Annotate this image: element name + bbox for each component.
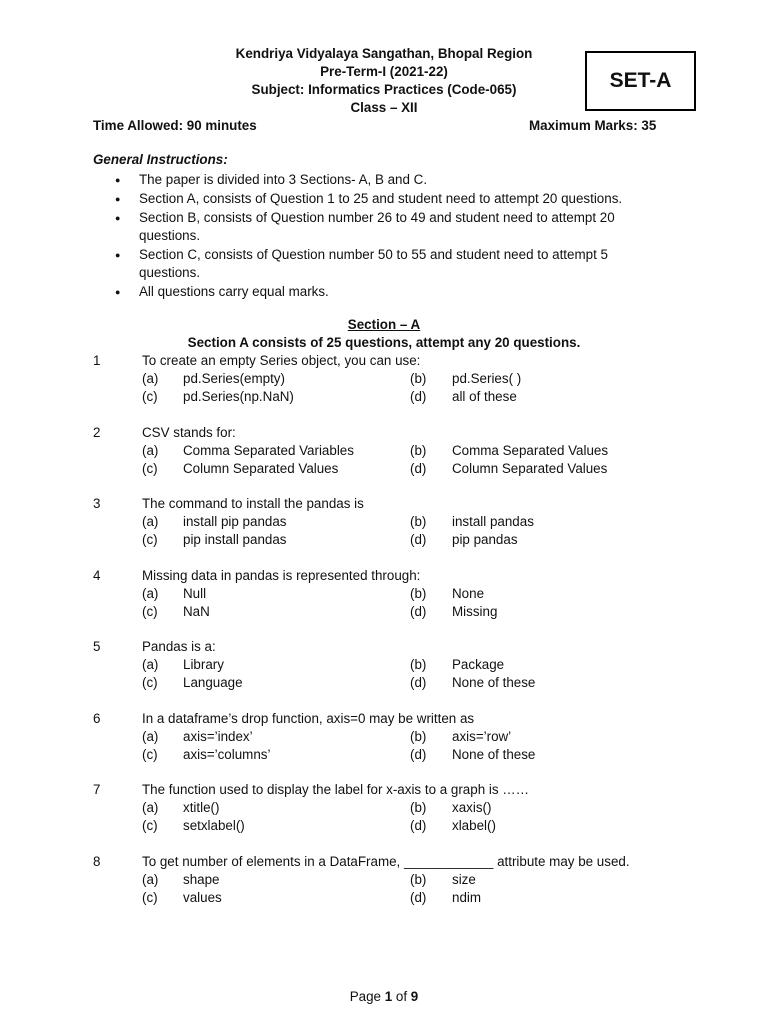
option-row [0,443,768,461]
section-subtitle: Section A consists of 25 questions, attempt any 20 questions. [187,335,581,350]
option-text: None [452,586,485,601]
option-text: xlabel() [452,818,496,833]
question-number: 8 [93,854,101,869]
question-number: 3 [93,496,101,511]
option-label: (a) [142,800,159,815]
option-text: Column Separated Values [452,461,608,476]
option-label: (c) [142,747,158,762]
question-text: To create an empty Series object, you can use: [142,353,421,368]
question-number: 2 [93,425,101,440]
option-label: (c) [142,461,158,476]
option-row [0,586,768,604]
question-text: Pandas is a: [142,639,216,654]
question-number: 7 [93,782,101,797]
option-label: (b) [410,872,427,887]
option-row [0,800,768,818]
option-label: (d) [410,890,427,905]
option-label: (b) [410,514,427,529]
option-label: (d) [410,747,427,762]
option-text: axis=’row’ [452,729,512,744]
option-label: (a) [142,729,159,744]
question-number: 1 [93,353,101,368]
option-label: (d) [410,532,427,547]
option-label: (b) [410,443,427,458]
instruction-item: ● Section A, consists of Question 1 to 25 and student need to attempt 20 questions. [112,190,672,208]
instruction-item: ● The paper is divided into 3 Sections- A, B and C. [112,171,672,189]
option-text: Package [452,657,505,672]
option-row [0,389,768,407]
option-label: (d) [410,389,427,404]
option-text: setxlabel() [183,818,245,833]
page-label: Page [349,989,385,1004]
page-of-label: of [392,989,411,1004]
option-row [0,371,768,389]
page-total: 9 [410,989,419,1004]
question-text: To get number of elements in a DataFrame, ____________ attribute may be used. [142,854,630,869]
set-label-box [585,51,696,111]
option-row [0,890,768,908]
option-text: xaxis() [452,800,492,815]
option-text: pd.Series(np.NaN) [183,389,294,404]
option-label: (b) [410,657,427,672]
set-label: SET-A [609,69,672,92]
option-label: (c) [142,675,158,690]
option-row [0,872,768,890]
option-text: Missing [452,604,498,619]
question-number: 6 [93,711,101,726]
option-label: (a) [142,872,159,887]
option-text: Comma Separated Values [452,443,609,458]
option-label: (c) [142,532,158,547]
option-label: (a) [142,586,159,601]
option-text: xtitle() [183,800,220,815]
exam-name: Pre-Term-I (2021-22) [320,64,448,79]
option-label: (a) [142,657,159,672]
option-text: shape [183,872,220,887]
option-text: pd.Series(empty) [183,371,285,386]
option-text: Column Separated Values [183,461,339,476]
section-title: Section – A [347,317,421,332]
question-text: The function used to display the label for x-axis to a graph is …… [142,782,530,797]
option-row [0,514,768,532]
class-line: Class – XII [350,100,418,115]
option-text: ndim [452,890,482,905]
instruction-item: ● Section B, consists of Question number 26 to 49 and student need to attempt 20 questions. [112,209,672,245]
option-label: (b) [410,800,427,815]
option-label: (d) [410,604,427,619]
option-label: (d) [410,818,427,833]
option-text: axis=’columns’ [183,747,271,762]
option-row [0,729,768,747]
option-text: axis=’index’ [183,729,253,744]
option-label: (b) [410,586,427,601]
option-text: size [452,872,476,887]
option-label: (b) [410,371,427,386]
instruction-item: ● All questions carry equal marks. [112,283,672,301]
option-text: install pip pandas [183,514,287,529]
option-label: (a) [142,371,159,386]
option-text: pd.Series( ) [452,371,522,386]
question-text: Missing data in pandas is represented through: [142,568,421,583]
question-text: In a dataframe’s drop function, axis=0 may be written as [142,711,475,726]
option-text: install pandas [452,514,534,529]
option-text: NaN [183,604,210,619]
question-text: The command to install the pandas is [142,496,364,511]
option-text: Null [183,586,207,601]
option-text: Library [183,657,224,672]
option-row [0,675,768,693]
page-number: 1 [384,989,393,1004]
instruction-item: ● Section C, consists of Question number 50 to 55 and student need to attempt 5 questions. [112,246,672,282]
option-text: None of these [452,747,536,762]
option-label: (c) [142,604,158,619]
option-row [0,747,768,765]
maximum-marks: Maximum Marks: 35 [529,118,657,133]
option-label: (d) [410,675,427,690]
option-text: pip pandas [452,532,518,547]
question-number: 5 [93,639,101,654]
option-label: (b) [410,729,427,744]
option-text: pip install pandas [183,532,287,547]
option-text: Comma Separated Variables [183,443,354,458]
option-row [0,532,768,550]
option-row [0,604,768,622]
option-row [0,461,768,479]
option-row [0,818,768,836]
question-number: 4 [93,568,101,583]
instructions-list [112,171,672,302]
subject-line: Subject: Informatics Practices (Code-065) [251,82,517,97]
option-label: (a) [142,443,159,458]
option-label: (a) [142,514,159,529]
option-label: (c) [142,818,158,833]
question-text: CSV stands for: [142,425,236,440]
option-text: None of these [452,675,536,690]
option-text: all of these [452,389,517,404]
option-text: values [183,890,222,905]
time-allowed: Time Allowed: 90 minutes [93,118,257,133]
option-row [0,657,768,675]
instructions-title: General Instructions: [93,152,228,167]
option-label: (c) [142,389,158,404]
option-text: Language [183,675,243,690]
option-label: (c) [142,890,158,905]
page-footer [0,989,768,1004]
school-name: Kendriya Vidyalaya Sangathan, Bhopal Region [235,46,533,61]
option-label: (d) [410,461,427,476]
